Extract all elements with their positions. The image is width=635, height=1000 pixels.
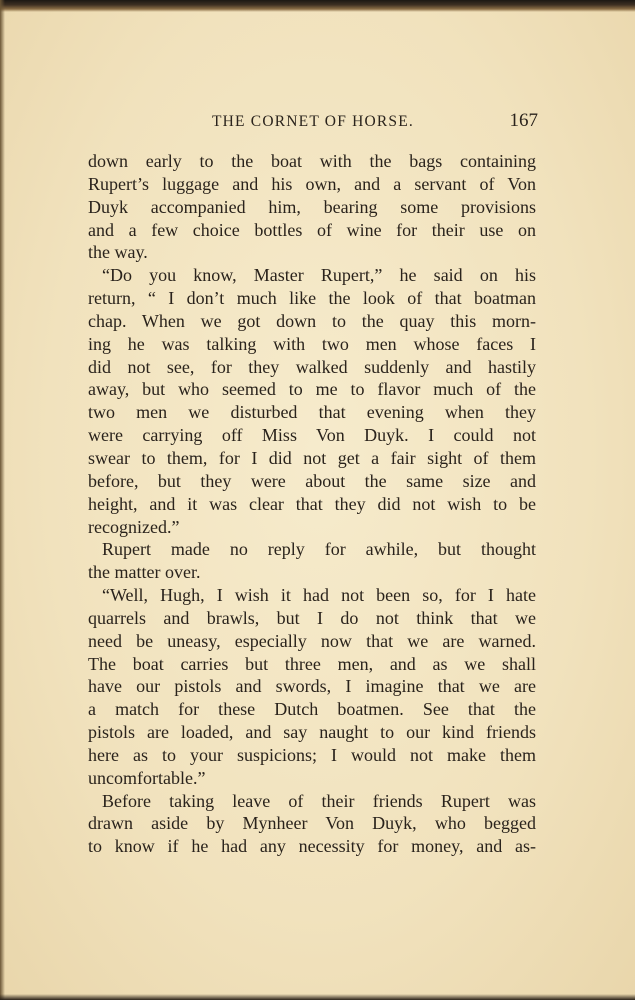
text-line: here as to your suspicions; I would not make them (88, 744, 536, 765)
text-line: need be uneasy, especially now that we are warned. (88, 630, 536, 651)
text-line: recognized.” (88, 516, 180, 537)
text-line: Rupert made no reply for awhile, but thought (102, 539, 536, 560)
text-line: ing he was talking with two men whose faces I (88, 333, 536, 354)
text-line: Rupert’s luggage and his own, and a servant of Von (88, 173, 536, 194)
text-line: a match for these Dutch boatmen. See that the (88, 699, 536, 720)
page-top-shadow (0, 0, 635, 12)
text-line: chap. When we got down to the quay this morn- (88, 310, 536, 331)
text-line: uncomfortable.” (88, 767, 206, 788)
text-line: quarrels and brawls, but I do not think that we (88, 607, 536, 628)
text-line: the matter over. (88, 562, 201, 583)
text-line: before, but they were about the same size and (88, 470, 536, 491)
text-line: two men we disturbed that evening when they (88, 402, 536, 423)
text-line: “Do you know, Master Rupert,” he said on his (102, 265, 536, 286)
text-line: return, “ I don’t much like the look of that boatman (88, 288, 536, 309)
running-head (88, 110, 538, 136)
body-text (88, 150, 536, 858)
text-line: “Well, Hugh, I wish it had not been so, for I hate (102, 585, 536, 606)
text-line: away, but who seemed to me to flavor much of the (88, 379, 536, 400)
text-line: swear to them, for I did not get a fair sight of them (88, 447, 536, 468)
text-line: down early to the boat with the bags containing (88, 151, 536, 171)
text-line: the way. (88, 242, 148, 263)
text-line: Before taking leave of their friends Rupert was (102, 790, 536, 811)
text-line: did not see, for they walked suddenly and hastily (88, 356, 536, 377)
page-left-shadow (0, 0, 5, 1000)
text-line: to know if he had any necessity for money, and as- (88, 836, 536, 857)
text-line: The boat carries but three men, and as we shall (88, 653, 536, 674)
text-line: have our pistols and swords, I imagine that we are (88, 676, 536, 697)
text-line: drawn aside by Mynheer Von Duyk, who begged (88, 813, 536, 834)
text-line: and a few choice bottles of wine for their use on (88, 219, 536, 240)
running-title: THE CORNET OF HORSE. (212, 113, 414, 130)
page-bottom-shadow (0, 994, 635, 1000)
text-line: pistols are loaded, and say naught to our kind friends (88, 722, 536, 743)
page-number: 167 (509, 110, 538, 131)
text-line: were carrying off Miss Von Duyk. I could not (88, 425, 536, 446)
text-line: height, and it was clear that they did not wish to be (88, 493, 536, 514)
text-line: Duyk accompanied him, bearing some provisions (88, 196, 536, 217)
